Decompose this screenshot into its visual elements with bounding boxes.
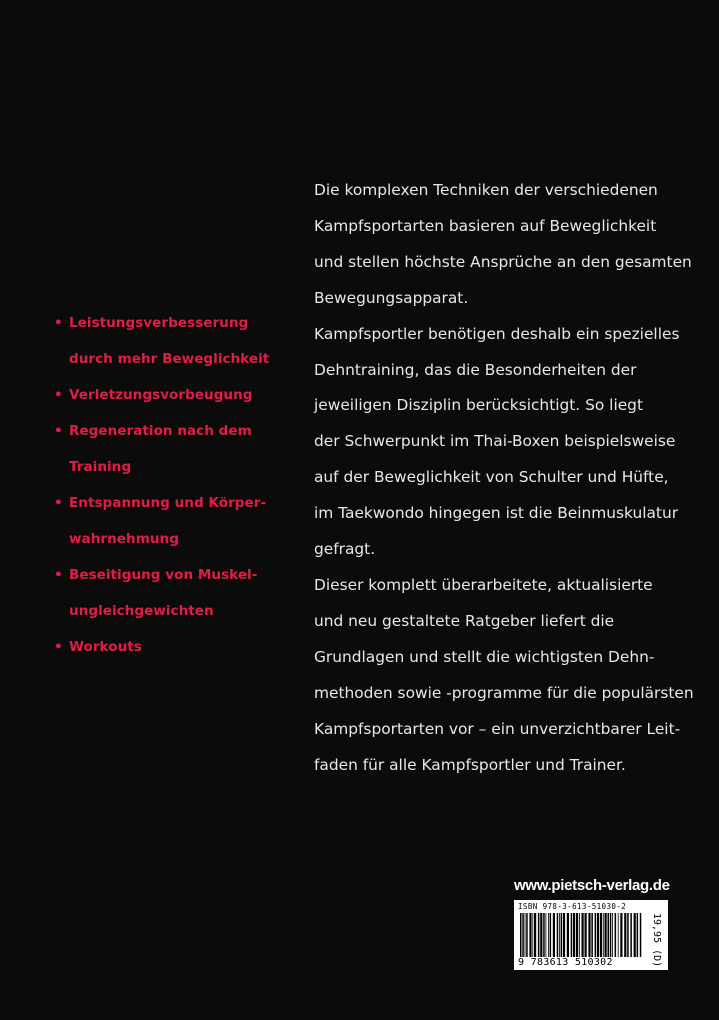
benefit-line: Regeneration nach dem (69, 423, 252, 439)
barcode-bar (540, 913, 542, 957)
barcode-bar (615, 913, 617, 957)
bullet-dot: • (54, 639, 63, 655)
blurb-line: jeweiligen Disziplin berücksichtigt. So liegt (314, 396, 643, 415)
blurb-line: Dieser komplett überarbeitete, aktualisierte (314, 575, 653, 594)
price-box (648, 913, 664, 967)
isbn-label: ISBN 978-3-613-51030-2 (518, 902, 627, 911)
barcode-bar (561, 913, 563, 957)
blurb-line: und neu gestaltete Ratgeber liefert die (314, 611, 615, 630)
barcode-bar (582, 913, 584, 957)
barcode-bar (520, 913, 522, 957)
benefit-line: Leistungsverbesserung (69, 315, 249, 331)
barcode-bar (612, 913, 613, 957)
barcode-bar (610, 913, 612, 957)
benefit-line: Beseitigung von Muskel- (69, 567, 258, 583)
blurb-line: auf der Beweglichkeit von Schulter und Hüfte, (314, 468, 669, 487)
barcode-bar (526, 913, 528, 957)
barcode-bar (603, 913, 604, 957)
benefit-line: wahrnehmung (69, 531, 179, 547)
barcode-bar (579, 913, 580, 957)
benefit-list (54, 305, 294, 665)
barcode-bar (571, 913, 573, 957)
benefit-line: durch mehr Beweglichkeit (69, 351, 270, 367)
bullet-dot: • (54, 495, 63, 511)
blurb-line: Kampfsportarten basieren auf Beweglichkeit (314, 216, 657, 235)
benefit-item (54, 305, 294, 377)
blurb-line: Die komplexen Techniken der verschiedenen (314, 181, 658, 199)
barcode-bar (567, 913, 569, 957)
isbn-barcode (514, 900, 668, 970)
publisher-website[interactable]: www.pietsch-verlag.de (514, 877, 670, 894)
blurb-line: Grundlagen und stellt die wichtigsten Dehn- (314, 647, 655, 666)
benefit-line: ungleichgewichten (69, 603, 214, 619)
blurb-line: im Taekwondo hingegen ist die Beinmuskulatur (314, 504, 679, 523)
benefit-item (54, 629, 294, 665)
barcode-bar (600, 913, 602, 957)
barcode-bar (557, 913, 559, 957)
blurb-line: der Schwerpunkt im Thai-Boxen beispielsweise (314, 432, 676, 451)
barcode-bar (546, 913, 547, 957)
blurb-line: faden für alle Kampfsportler und Trainer. (314, 755, 626, 774)
bullet-dot: • (54, 567, 63, 583)
barcode-bar (576, 913, 578, 957)
barcode-bar (522, 913, 524, 957)
barcode-bar (550, 913, 552, 957)
blurb-line: methoden sowie -programme für die populärsten (314, 683, 694, 702)
barcode-bar (637, 913, 639, 957)
barcode-bar (548, 913, 549, 957)
barcode-bar (620, 913, 622, 957)
benefit-line: Training (69, 459, 132, 475)
bullet-dot: • (54, 315, 63, 331)
blurb-line: Bewegungsapparat. (314, 288, 469, 307)
barcode-bar (532, 913, 533, 957)
barcode-bar (543, 913, 545, 957)
barcode-bar (605, 913, 607, 957)
barcode-bar (597, 913, 599, 957)
barcode-bar (624, 913, 626, 957)
benefit-item (54, 485, 294, 557)
blurb-text (314, 173, 694, 783)
blurb-line: gefragt. (314, 540, 376, 559)
barcode-bar (627, 913, 629, 957)
price-label: 19,95 (D) (651, 913, 662, 968)
barcode-bar (595, 913, 597, 957)
barcode-bar (630, 913, 632, 957)
benefit-item (54, 557, 294, 629)
barcode-bar (538, 913, 540, 957)
barcode-bars (518, 913, 644, 957)
blurb-line: Kampfsportler benötigen deshalb ein spezielles (314, 324, 680, 343)
bullet-dot: • (54, 387, 63, 403)
barcode-digits: 9 783613 510302 (518, 957, 613, 968)
barcode-bar (573, 913, 575, 957)
barcode-bar (553, 913, 555, 957)
barcode-bar (588, 913, 590, 957)
blurb-line: und stellen höchste Ansprüche an den gesamten (314, 252, 692, 271)
barcode-bar (608, 913, 610, 957)
benefit-item (54, 413, 294, 485)
bullet-dot: • (54, 423, 63, 439)
barcode-bar (529, 913, 531, 957)
barcode-bar (618, 913, 619, 957)
benefit-item (54, 377, 294, 413)
barcode-bar (591, 913, 593, 957)
barcode-bar (640, 913, 642, 957)
barcode-bar (563, 913, 565, 957)
blurb-line: Kampfsportarten vor – ein unverzichtbarer Leit- (314, 719, 681, 738)
barcode-bar (634, 913, 636, 957)
benefit-line: Workouts (69, 639, 142, 655)
barcode-bar (525, 913, 526, 957)
barcode-bar (534, 913, 536, 957)
barcode-bar (585, 913, 587, 957)
benefit-line: Entspannung und Körper- (69, 495, 267, 511)
benefit-line: Verletzungsvorbeugung (69, 387, 253, 403)
barcode-bar (559, 913, 560, 957)
blurb-line: Dehntraining, das die Besonderheiten der (314, 360, 637, 379)
